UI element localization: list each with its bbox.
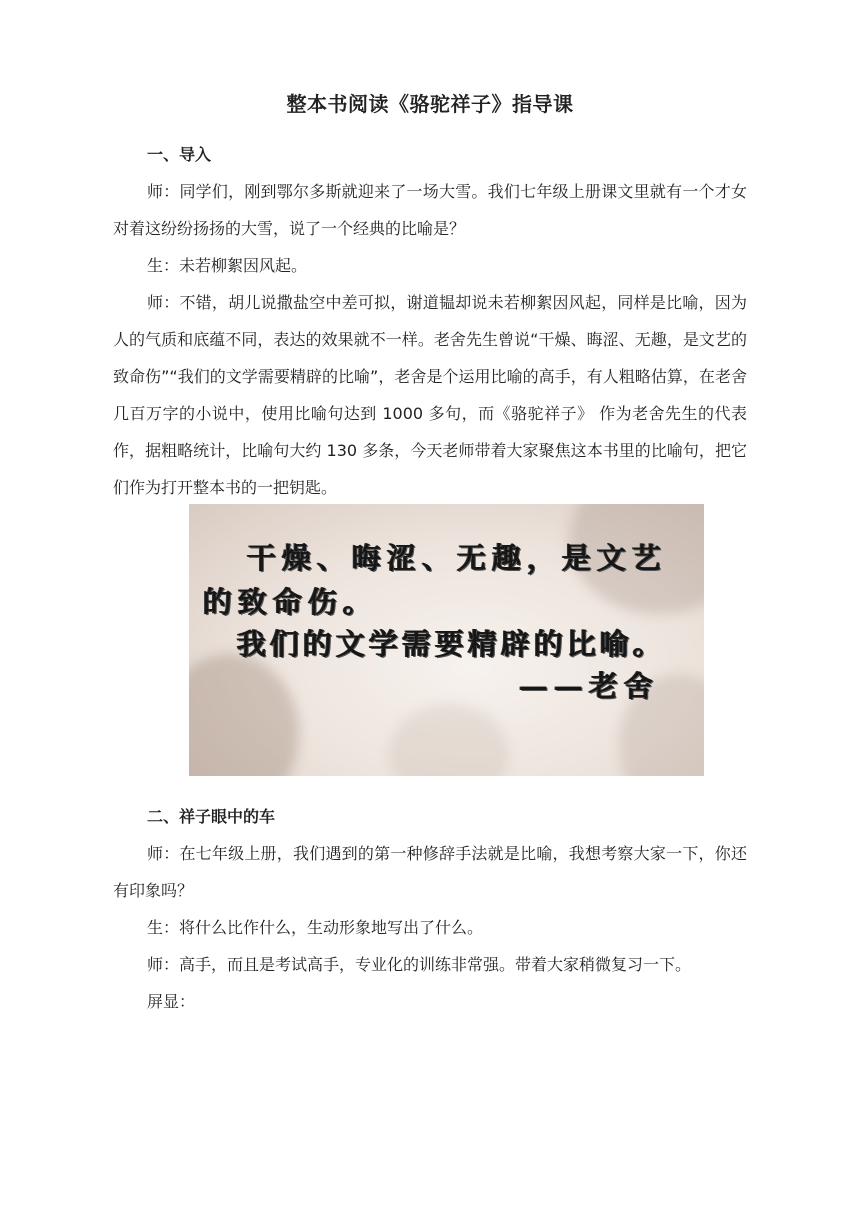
paragraph-teacher-2: 师：不错，胡儿说撒盐空中差可拟，谢道韫却说未若柳絮因风起，同样是比喻，因为人的气质和底蕴不同，表达的效果就不一样。老舍先生曾说“干燥、晦涩、无趣，是文艺的致命伤”“我们的文学需要精辟的比喻”，老舍是个运用比喻的高手，有人粗略估算，在老舍几百万字的小说中，使用比喻句达到 1000 多句，而《骆驼祥子》 作为老舍先生的代表作，据粗略统计，比喻句大约 130 多条，今天老师带着大家聚焦这本书里的比喻句，把它们作为打开整本书的一把钥匙。 xyxy=(113,293,747,497)
paragraph-student-2: 生：将什么比作什么，生动形象地写出了什么。 xyxy=(147,918,484,937)
quote-line-1: 干燥、晦涩、无趣，是文艺 xyxy=(247,541,668,575)
paragraph-teacher-3: 师：在七年级上册，我们遇到的第一种修辞手法就是比喻，我想考察大家一下，你还有印象吗？ xyxy=(113,844,747,900)
calligraphy-quote xyxy=(189,504,704,776)
quote-attribution: ——老舍 xyxy=(519,669,660,703)
quote-image xyxy=(189,504,704,776)
paragraph-teacher-1: 师：同学们，刚到鄂尔多斯就迎来了一场大雪。我们七年级上册课文里就有一个才女对着这纷纷扬扬的大雪，说了一个经典的比喻是？ xyxy=(113,182,747,238)
quote-line-3: 我们的文学需要精辟的比喻。 xyxy=(237,627,667,661)
section-heading-cart: 二、祥子眼中的车 xyxy=(147,807,276,826)
section-heading-intro: 一、导入 xyxy=(147,145,212,164)
document-title: 整本书阅读《骆驼祥子》指导课 xyxy=(286,92,574,116)
paragraph-student-1: 生：未若柳絮因风起。 xyxy=(147,256,308,275)
paragraph-teacher-4: 师：高手，而且是考试高手，专业化的训练非常强。带着大家稍微复习一下。 xyxy=(147,955,692,974)
quote-line-2: 的致命伤。 xyxy=(203,585,379,619)
paragraph-screen-display: 屏显： xyxy=(147,992,196,1011)
